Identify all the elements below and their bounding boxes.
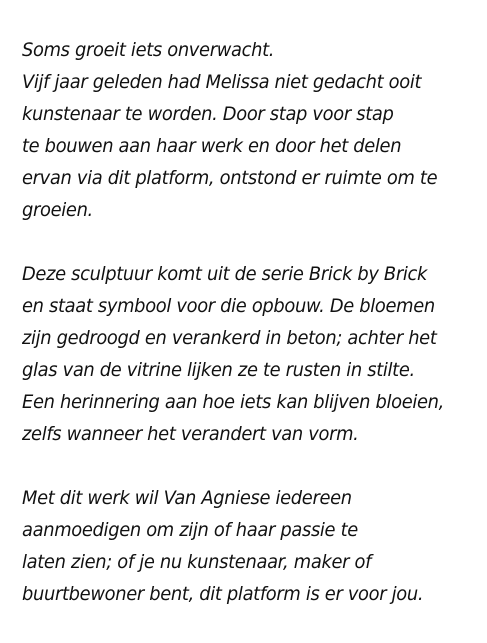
text-line: ervan via dit platform, ontstond er ruimte om te [22,167,438,189]
text-line: te bouwen aan haar werk en door het delen [22,135,402,157]
text-line: en staat symbool voor die opbouw. De bloemen [22,295,435,317]
text-line: zijn gedroogd en verankerd in beton; achter het [22,327,437,349]
text-line: Vijf jaar geleden had Melissa niet gedacht ooit [22,71,422,93]
paragraph-gap [22,450,487,482]
text-line: groeien. [22,199,93,221]
text-line: buurtbewoner bent, dit platform is er voor jou. [22,583,424,605]
text-line: kunstenaar te worden. Door stap voor stap [22,103,394,125]
text-line: Soms groeit iets onverwacht. [22,39,275,61]
paragraph-sculpture [22,258,459,450]
paragraph-closing [22,482,459,610]
text-line: zelfs wanneer het verandert van vorm. [22,423,359,445]
paragraph-intro [22,34,459,226]
text-line: aanmoedigen om zijn of haar passie te [22,519,358,541]
text-line: Met dit werk wil Van Agniese iedereen [22,487,352,509]
text-line: glas van de vitrine lijken ze te rusten in stilte. [22,359,415,381]
text-line: laten zien; of je nu kunstenaar, maker of [22,551,372,573]
text-line: Deze sculptuur komt uit de serie Brick by Brick [22,263,428,285]
text-line: Een herinnering aan hoe iets kan blijven bloeien, [22,391,444,413]
paragraph-gap [22,226,487,258]
